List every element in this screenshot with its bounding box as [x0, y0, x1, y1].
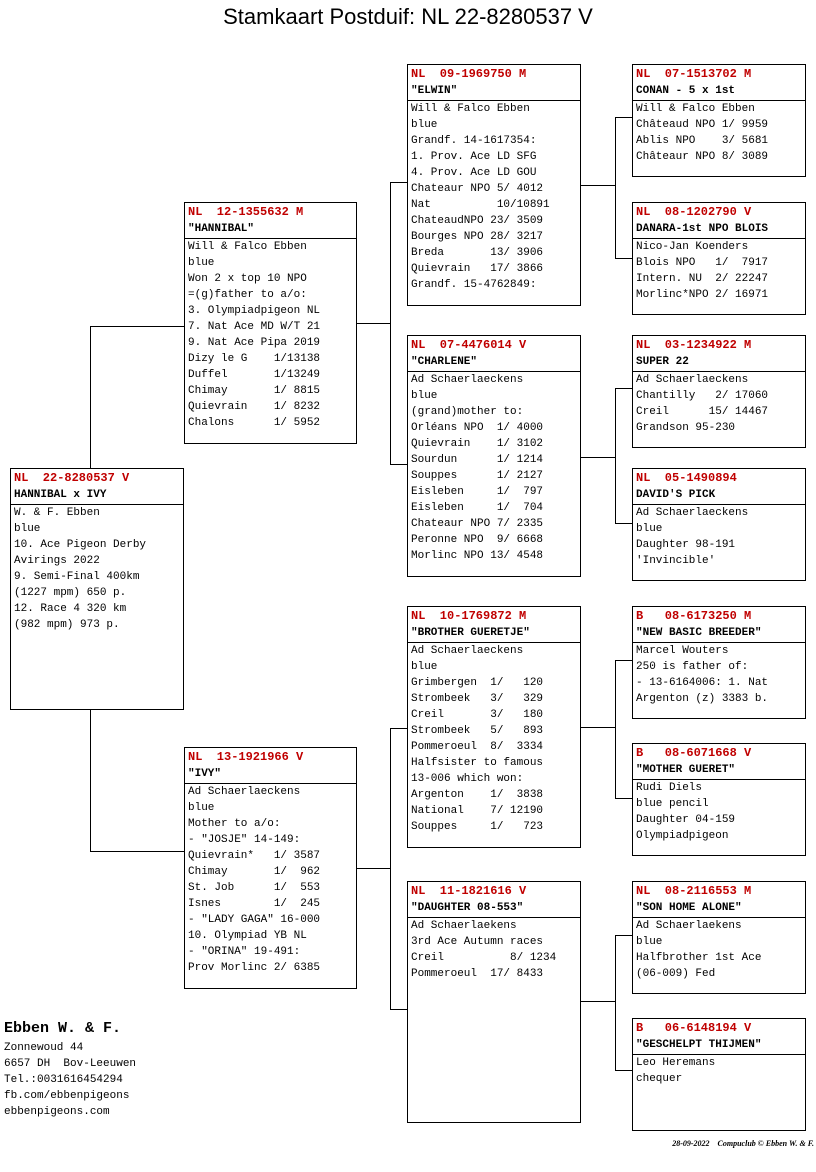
detail-line: - "JOSJE" 14-149: — [188, 834, 301, 846]
detail-line: ChateaudNPO 23/ 3509 — [411, 215, 544, 227]
pigeon-details — [408, 372, 580, 564]
connector — [615, 1070, 632, 1071]
detail-line: Creil 8/ 1234 — [411, 952, 557, 964]
connector — [615, 117, 632, 118]
owner-postcode: 6657 DH Bov-Leeuwen — [4, 1058, 137, 1070]
owner-address: Zonnewoud 44 — [4, 1042, 84, 1054]
detail-line: (grand)mother to: — [411, 406, 524, 418]
pigeon-name: "HANNIBAL" — [185, 221, 356, 239]
owner-name: Ebben W. & F. — [4, 1020, 122, 1037]
detail-line: W. & F. Ebben — [14, 507, 100, 519]
detail-line: chequer — [636, 1073, 683, 1085]
connector — [615, 388, 632, 389]
detail-line: Chimay 1/ 8815 — [188, 385, 321, 397]
detail-line: Grimbergen 1/ 120 — [411, 677, 544, 689]
connector — [615, 117, 616, 258]
pigeon-details — [633, 643, 805, 707]
connector — [580, 185, 615, 186]
owner-block — [4, 1018, 136, 1120]
pigeon-name: HANNIBAL x IVY — [11, 487, 183, 505]
detail-line: (982 mpm) 973 p. — [14, 619, 120, 631]
detail-line: 9. Nat Ace Pipa 2019 — [188, 337, 321, 349]
detail-line: Nico-Jan Koenders — [636, 241, 749, 253]
pigeon-card-sdd[interactable] — [632, 468, 806, 581]
pigeon-card-dam-sire[interactable] — [407, 606, 581, 848]
connector — [90, 326, 91, 468]
detail-line: Ad Schaerlaeckens — [188, 786, 301, 798]
detail-line: (1227 mpm) 650 p. — [14, 587, 127, 599]
detail-line: Ad Schaerlaekens — [411, 920, 517, 932]
detail-line: 12. Race 4 320 km — [14, 603, 127, 615]
detail-line: 7. Nat Ace MD W/T 21 — [188, 321, 321, 333]
detail-line: Orléans NPO 1/ 4000 — [411, 422, 544, 434]
pigeon-name: "NEW BASIC BREEDER" — [633, 625, 805, 643]
detail-line: - "LADY GAGA" 16-000 — [188, 914, 321, 926]
footer-credit: 28-09-2022 Compuclub © Ebben W. & F. — [672, 1139, 814, 1148]
connector — [580, 1001, 615, 1002]
pigeon-details — [185, 784, 356, 976]
connector — [390, 1009, 407, 1010]
connector — [90, 851, 184, 852]
detail-line: Châteaur NPO 8/ 3089 — [636, 151, 769, 163]
detail-line: 4. Prov. Ace LD GOU — [411, 167, 537, 179]
detail-line: Chateaur NPO 7/ 2335 — [411, 518, 544, 530]
detail-line: Bourges NPO 28/ 3217 — [411, 231, 544, 243]
page-title: Stamkaart Postduif: NL 22-8280537 V — [223, 4, 593, 29]
connector — [390, 464, 407, 465]
connector — [615, 798, 632, 799]
ring-number: NL 22-8280537 V — [14, 471, 130, 485]
detail-line: 13-006 which won: — [411, 773, 524, 785]
pigeon-name: "SON HOME ALONE" — [633, 900, 805, 918]
detail-line: Morlinc*NPO 2/ 16971 — [636, 289, 769, 301]
detail-line: Argenton (z) 3383 b. — [636, 693, 769, 705]
ring-number: NL 08-1202790 V — [636, 205, 752, 219]
detail-line: Will & Falco Ebben — [188, 241, 307, 253]
connector — [580, 457, 615, 458]
detail-line: (06-009) Fed — [636, 968, 716, 980]
detail-line: 250 is father of: — [636, 661, 749, 673]
detail-line: Will & Falco Ebben — [411, 103, 530, 115]
connector — [580, 727, 615, 728]
detail-line: Won 2 x top 10 NPO — [188, 273, 307, 285]
ring-number: NL 07-1513702 M — [636, 67, 752, 81]
pigeon-card-dam-dam[interactable] — [407, 881, 581, 1123]
detail-line: Prov Morlinc 2/ 6385 — [188, 962, 321, 974]
detail-line: Sourdun 1/ 1214 — [411, 454, 544, 466]
owner-facebook-link[interactable]: fb.com/ebbenpigeons — [4, 1090, 130, 1102]
detail-line: Quievrain 1/ 3102 — [411, 438, 544, 450]
detail-line: Peronne NPO 9/ 6668 — [411, 534, 544, 546]
ring-number: NL 09-1969750 M — [411, 67, 527, 81]
ring-number: NL 10-1769872 M — [411, 609, 527, 623]
detail-line: Ad Schaerlaeckens — [636, 374, 749, 386]
detail-line: blue — [636, 523, 663, 535]
ring-number: B 06-6148194 V — [636, 1021, 752, 1035]
owner-website-link[interactable]: ebbenpigeons.com — [4, 1106, 110, 1118]
detail-line: Ad Schaerlaeckens — [636, 507, 749, 519]
ring-number: NL 03-1234922 M — [636, 338, 752, 352]
detail-line: Chantilly 2/ 17060 — [636, 390, 769, 402]
ring-number: NL 12-1355632 M — [188, 205, 304, 219]
pigeon-card-dds[interactable] — [632, 881, 806, 994]
detail-line: Breda 13/ 3906 — [411, 247, 544, 259]
detail-line: St. Job 1/ 553 — [188, 882, 321, 894]
detail-line: Quievrain* 1/ 3587 — [188, 850, 321, 862]
detail-line: Strombeek 3/ 329 — [411, 693, 544, 705]
detail-line: 'Invincible' — [636, 555, 716, 567]
connector — [357, 323, 390, 324]
pigeon-name: "BROTHER GUERETJE" — [408, 625, 580, 643]
pigeon-details — [11, 505, 183, 633]
detail-line: Halfsister to famous — [411, 757, 544, 769]
pigeon-card-dam[interactable] — [184, 747, 357, 989]
connector — [615, 388, 616, 523]
detail-line: Grandf. 14-1617354: — [411, 135, 537, 147]
detail-line: Dizy le G 1/13138 — [188, 353, 321, 365]
connector — [615, 258, 632, 259]
pigeon-details — [633, 101, 805, 165]
detail-line: =(g)father to a/o: — [188, 289, 307, 301]
detail-line: Creil 15/ 14467 — [636, 406, 769, 418]
detail-line: Souppes 1/ 2127 — [411, 470, 544, 482]
pigeon-name: SUPER 22 — [633, 354, 805, 372]
pigeon-details — [633, 505, 805, 569]
pigeon-card-sire[interactable] — [184, 202, 357, 444]
pigeon-details — [633, 239, 805, 303]
detail-line: Isnes 1/ 245 — [188, 898, 321, 910]
detail-line: National 7/ 12190 — [411, 805, 544, 817]
pigeon-details — [185, 239, 356, 431]
pigeon-details — [633, 780, 805, 844]
detail-line: Pommeroeul 8/ 3334 — [411, 741, 544, 753]
detail-line: Ad Schaerlaeckens — [411, 374, 524, 386]
pigeon-details — [408, 101, 580, 293]
detail-line: 9. Semi-Final 400km — [14, 571, 140, 583]
pigeon-name: "MOTHER GUERET" — [633, 762, 805, 780]
detail-line: Morlinc NPO 13/ 4548 — [411, 550, 544, 562]
detail-line: Ablis NPO 3/ 5681 — [636, 135, 769, 147]
detail-line: Halfbrother 1st Ace — [636, 952, 762, 964]
connector — [390, 182, 407, 183]
connector — [615, 660, 616, 798]
detail-line: Châteaud NPO 1/ 9959 — [636, 119, 769, 131]
pigeon-card-sire-dam[interactable] — [407, 335, 581, 577]
detail-line: - 13-6164006: 1. Nat — [636, 677, 769, 689]
detail-line: 3rd Ace Autumn races — [411, 936, 544, 948]
connector — [390, 728, 407, 729]
pigeon-card-sire-sire[interactable] — [407, 64, 581, 306]
detail-line: Nat 10/10891 — [411, 199, 550, 211]
pigeon-details — [633, 372, 805, 436]
detail-line: blue — [636, 936, 663, 948]
connector — [615, 935, 616, 1070]
pigeon-name: "ELWIN" — [408, 83, 580, 101]
detail-line: Duffel 1/13249 — [188, 369, 321, 381]
detail-line: blue — [411, 119, 438, 131]
detail-line: blue — [14, 523, 41, 535]
detail-line: 3. Olympiadpigeon NL — [188, 305, 321, 317]
pigeon-details — [633, 918, 805, 982]
detail-line: Creil 3/ 180 — [411, 709, 544, 721]
detail-line: Souppes 1/ 723 — [411, 821, 544, 833]
detail-line: Blois NPO 1/ 7917 — [636, 257, 769, 269]
ring-number: NL 08-2116553 M — [636, 884, 752, 898]
connector — [615, 660, 632, 661]
pigeon-name: DAVID'S PICK — [633, 487, 805, 505]
detail-line: blue — [188, 802, 215, 814]
detail-line: - "ORINA" 19-491: — [188, 946, 301, 958]
pigeon-card-dss[interactable] — [632, 606, 806, 719]
pigeon-card-sds[interactable] — [632, 335, 806, 448]
pigeon-details — [633, 1055, 805, 1087]
detail-line: Mother to a/o: — [188, 818, 281, 830]
pigeon-card-dsd[interactable] — [632, 743, 806, 856]
detail-line: Rudi Diels — [636, 782, 703, 794]
detail-line: 10. Olympiad YB NL — [188, 930, 307, 942]
detail-line: Strombeek 5/ 893 — [411, 725, 544, 737]
detail-line: Chateaur NPO 5/ 4012 — [411, 183, 544, 195]
detail-line: Ad Schaerlaekens — [636, 920, 742, 932]
detail-line: Grandson 95-230 — [636, 422, 736, 434]
detail-line: Argenton 1/ 3838 — [411, 789, 544, 801]
pigeon-name: "IVY" — [185, 766, 356, 784]
ring-number: B 08-6071668 V — [636, 746, 752, 760]
detail-line: Grandf. 15-4762849: — [411, 279, 537, 291]
ring-number: NL 07-4476014 V — [411, 338, 527, 352]
detail-line: 1. Prov. Ace LD SFG — [411, 151, 537, 163]
detail-line: Quievrain 17/ 3866 — [411, 263, 544, 275]
detail-line: Will & Falco Ebben — [636, 103, 755, 115]
pigeon-card-ssd[interactable] — [632, 202, 806, 315]
detail-line: Pommeroeul 17/ 8433 — [411, 968, 544, 980]
detail-line: Intern. NU 2/ 22247 — [636, 273, 769, 285]
pigeon-name: DANARA-1st NPO BLOIS — [633, 221, 805, 239]
detail-line: Marcel Wouters — [636, 645, 729, 657]
detail-line: Eisleben 1/ 797 — [411, 486, 544, 498]
detail-line: Chimay 1/ 962 — [188, 866, 321, 878]
detail-line: 10. Ace Pigeon Derby — [14, 539, 147, 551]
detail-line: Ad Schaerlaeckens — [411, 645, 524, 657]
connector — [390, 728, 391, 1009]
detail-line: Olympiadpigeon — [636, 830, 729, 842]
detail-line: Avirings 2022 — [14, 555, 100, 567]
ring-number: NL 05-1490894 — [636, 471, 737, 485]
pigeon-card-sss[interactable] — [632, 64, 806, 177]
detail-line: Daughter 98-191 — [636, 539, 736, 551]
pigeon-name: CONAN - 5 x 1st — [633, 83, 805, 101]
pigeon-card-subject[interactable] — [10, 468, 184, 710]
pigeon-name: "DAUGHTER 08-553" — [408, 900, 580, 918]
detail-line: blue pencil — [636, 798, 709, 810]
detail-line: Daughter 04-159 — [636, 814, 736, 826]
pigeon-name: "CHARLENE" — [408, 354, 580, 372]
pigeon-details — [408, 918, 580, 982]
connector — [615, 935, 632, 936]
pigeon-card-ddd[interactable] — [632, 1018, 806, 1131]
connector — [390, 182, 391, 464]
ring-number: B 08-6173250 M — [636, 609, 752, 623]
detail-line: Chalons 1/ 5952 — [188, 417, 321, 429]
connector — [615, 523, 632, 524]
ring-number: NL 13-1921966 V — [188, 750, 304, 764]
owner-phone: Tel.:0031616454294 — [4, 1074, 123, 1086]
detail-line: Leo Heremans — [636, 1057, 716, 1069]
ring-number: NL 11-1821616 V — [411, 884, 527, 898]
detail-line: blue — [411, 661, 438, 673]
detail-line: blue — [411, 390, 438, 402]
detail-line: Quievrain 1/ 8232 — [188, 401, 321, 413]
detail-line: blue — [188, 257, 215, 269]
pigeon-name: "GESCHELPT THIJMEN" — [633, 1037, 805, 1055]
detail-line: Eisleben 1/ 704 — [411, 502, 544, 514]
connector — [357, 868, 390, 869]
connector — [90, 710, 91, 851]
connector — [90, 326, 184, 327]
pigeon-details — [408, 643, 580, 835]
